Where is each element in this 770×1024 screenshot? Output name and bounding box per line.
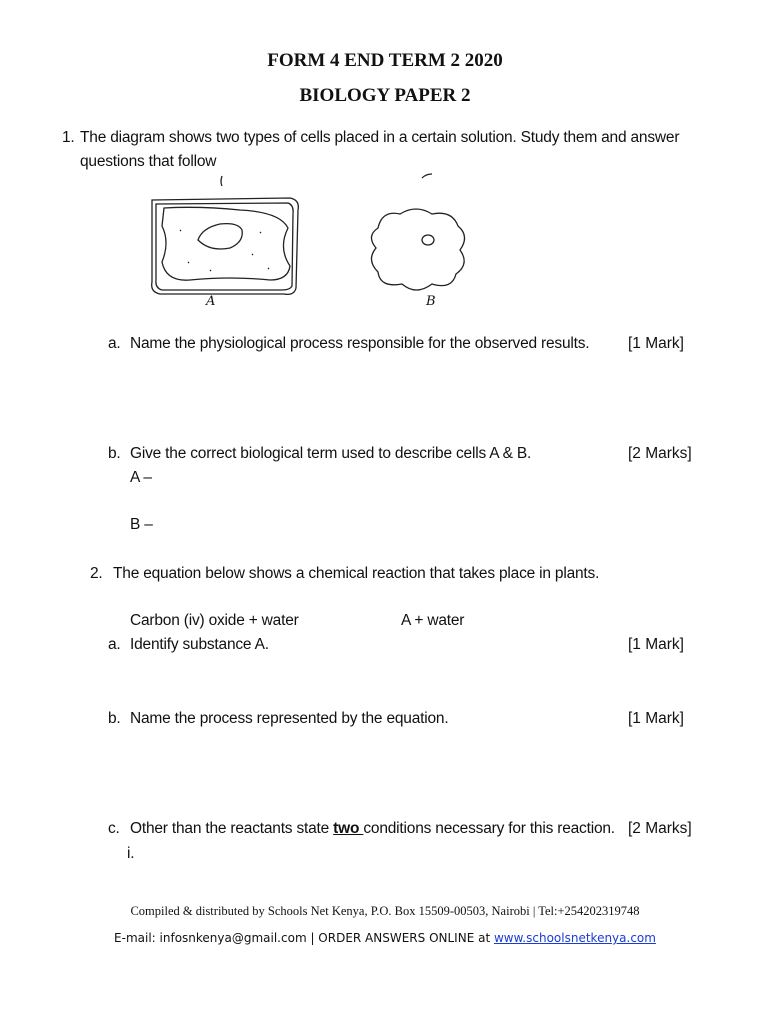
q2-text: The equation below shows a chemical reaction that takes place in plants. (113, 565, 600, 582)
q2c-text (130, 820, 615, 838)
q2a-letter: a. (108, 636, 121, 653)
footer-website-link[interactable]: www.schoolsnetkenya.com (493, 931, 656, 945)
q2c-text-emphasis: two (333, 820, 364, 837)
q2-equation-right: A + water (401, 612, 465, 629)
q2c-text-before: Other than the reactants state (130, 820, 334, 837)
q2b-marks: [1 Mark] (628, 710, 684, 727)
q2c-text-after: conditions necessary for this reaction. (363, 820, 615, 837)
footer-contact (0, 931, 770, 945)
diagram-label-b: B (426, 294, 436, 309)
footer-email-text: E-mail: infosnkenya@gmail.com | ORDER ANSWERS ONLINE at (114, 931, 494, 945)
q1b-answer-a: A – (130, 469, 152, 486)
q1b-letter: b. (108, 445, 121, 462)
cell-diagram (140, 170, 560, 310)
q1a-marks: [1 Mark] (628, 335, 684, 352)
q2c-item-i: i. (127, 845, 135, 862)
q1a-letter: a. (108, 335, 121, 352)
q2-number: 2. (90, 565, 103, 582)
q2a-marks: [1 Mark] (628, 636, 684, 653)
q1b-answer-b: B – (130, 516, 153, 533)
q2b-text: Name the process represented by the equation. (130, 710, 449, 727)
page-title: FORM 4 END TERM 2 2020 (267, 50, 503, 71)
q1-text-line1: The diagram shows two types of cells placed in a certain solution. Study them and answer (80, 129, 680, 146)
diagram-label-a: A (206, 294, 216, 309)
cell-b-membrane-icon (371, 209, 464, 290)
cell-b-nucleus-icon (422, 235, 434, 245)
q1b-marks: [2 Marks] (628, 445, 692, 462)
q1a-text: Name the physiological process responsible for the observed results. (130, 335, 590, 352)
q2c-letter: c. (108, 820, 120, 837)
q1-number: 1. (62, 129, 75, 146)
page-subtitle: BIOLOGY PAPER 2 (299, 85, 471, 106)
q1-text-line2: questions that follow (80, 153, 217, 170)
footer-compiled: Compiled & distributed by Schools Net Kenya, P.O. Box 15509-00503, Nairobi | Tel:+254202319748 (130, 904, 640, 918)
cell-a-membrane-icon (162, 207, 290, 280)
q2c-marks: [2 Marks] (628, 820, 692, 837)
cell-a-nucleus-icon (198, 224, 242, 249)
q2-equation-left: Carbon (iv) oxide + water (130, 612, 299, 629)
q1b-text: Give the correct biological term used to describe cells A & B. (130, 445, 532, 462)
q2a-text: Identify substance A. (130, 636, 269, 653)
q2b-letter: b. (108, 710, 121, 727)
